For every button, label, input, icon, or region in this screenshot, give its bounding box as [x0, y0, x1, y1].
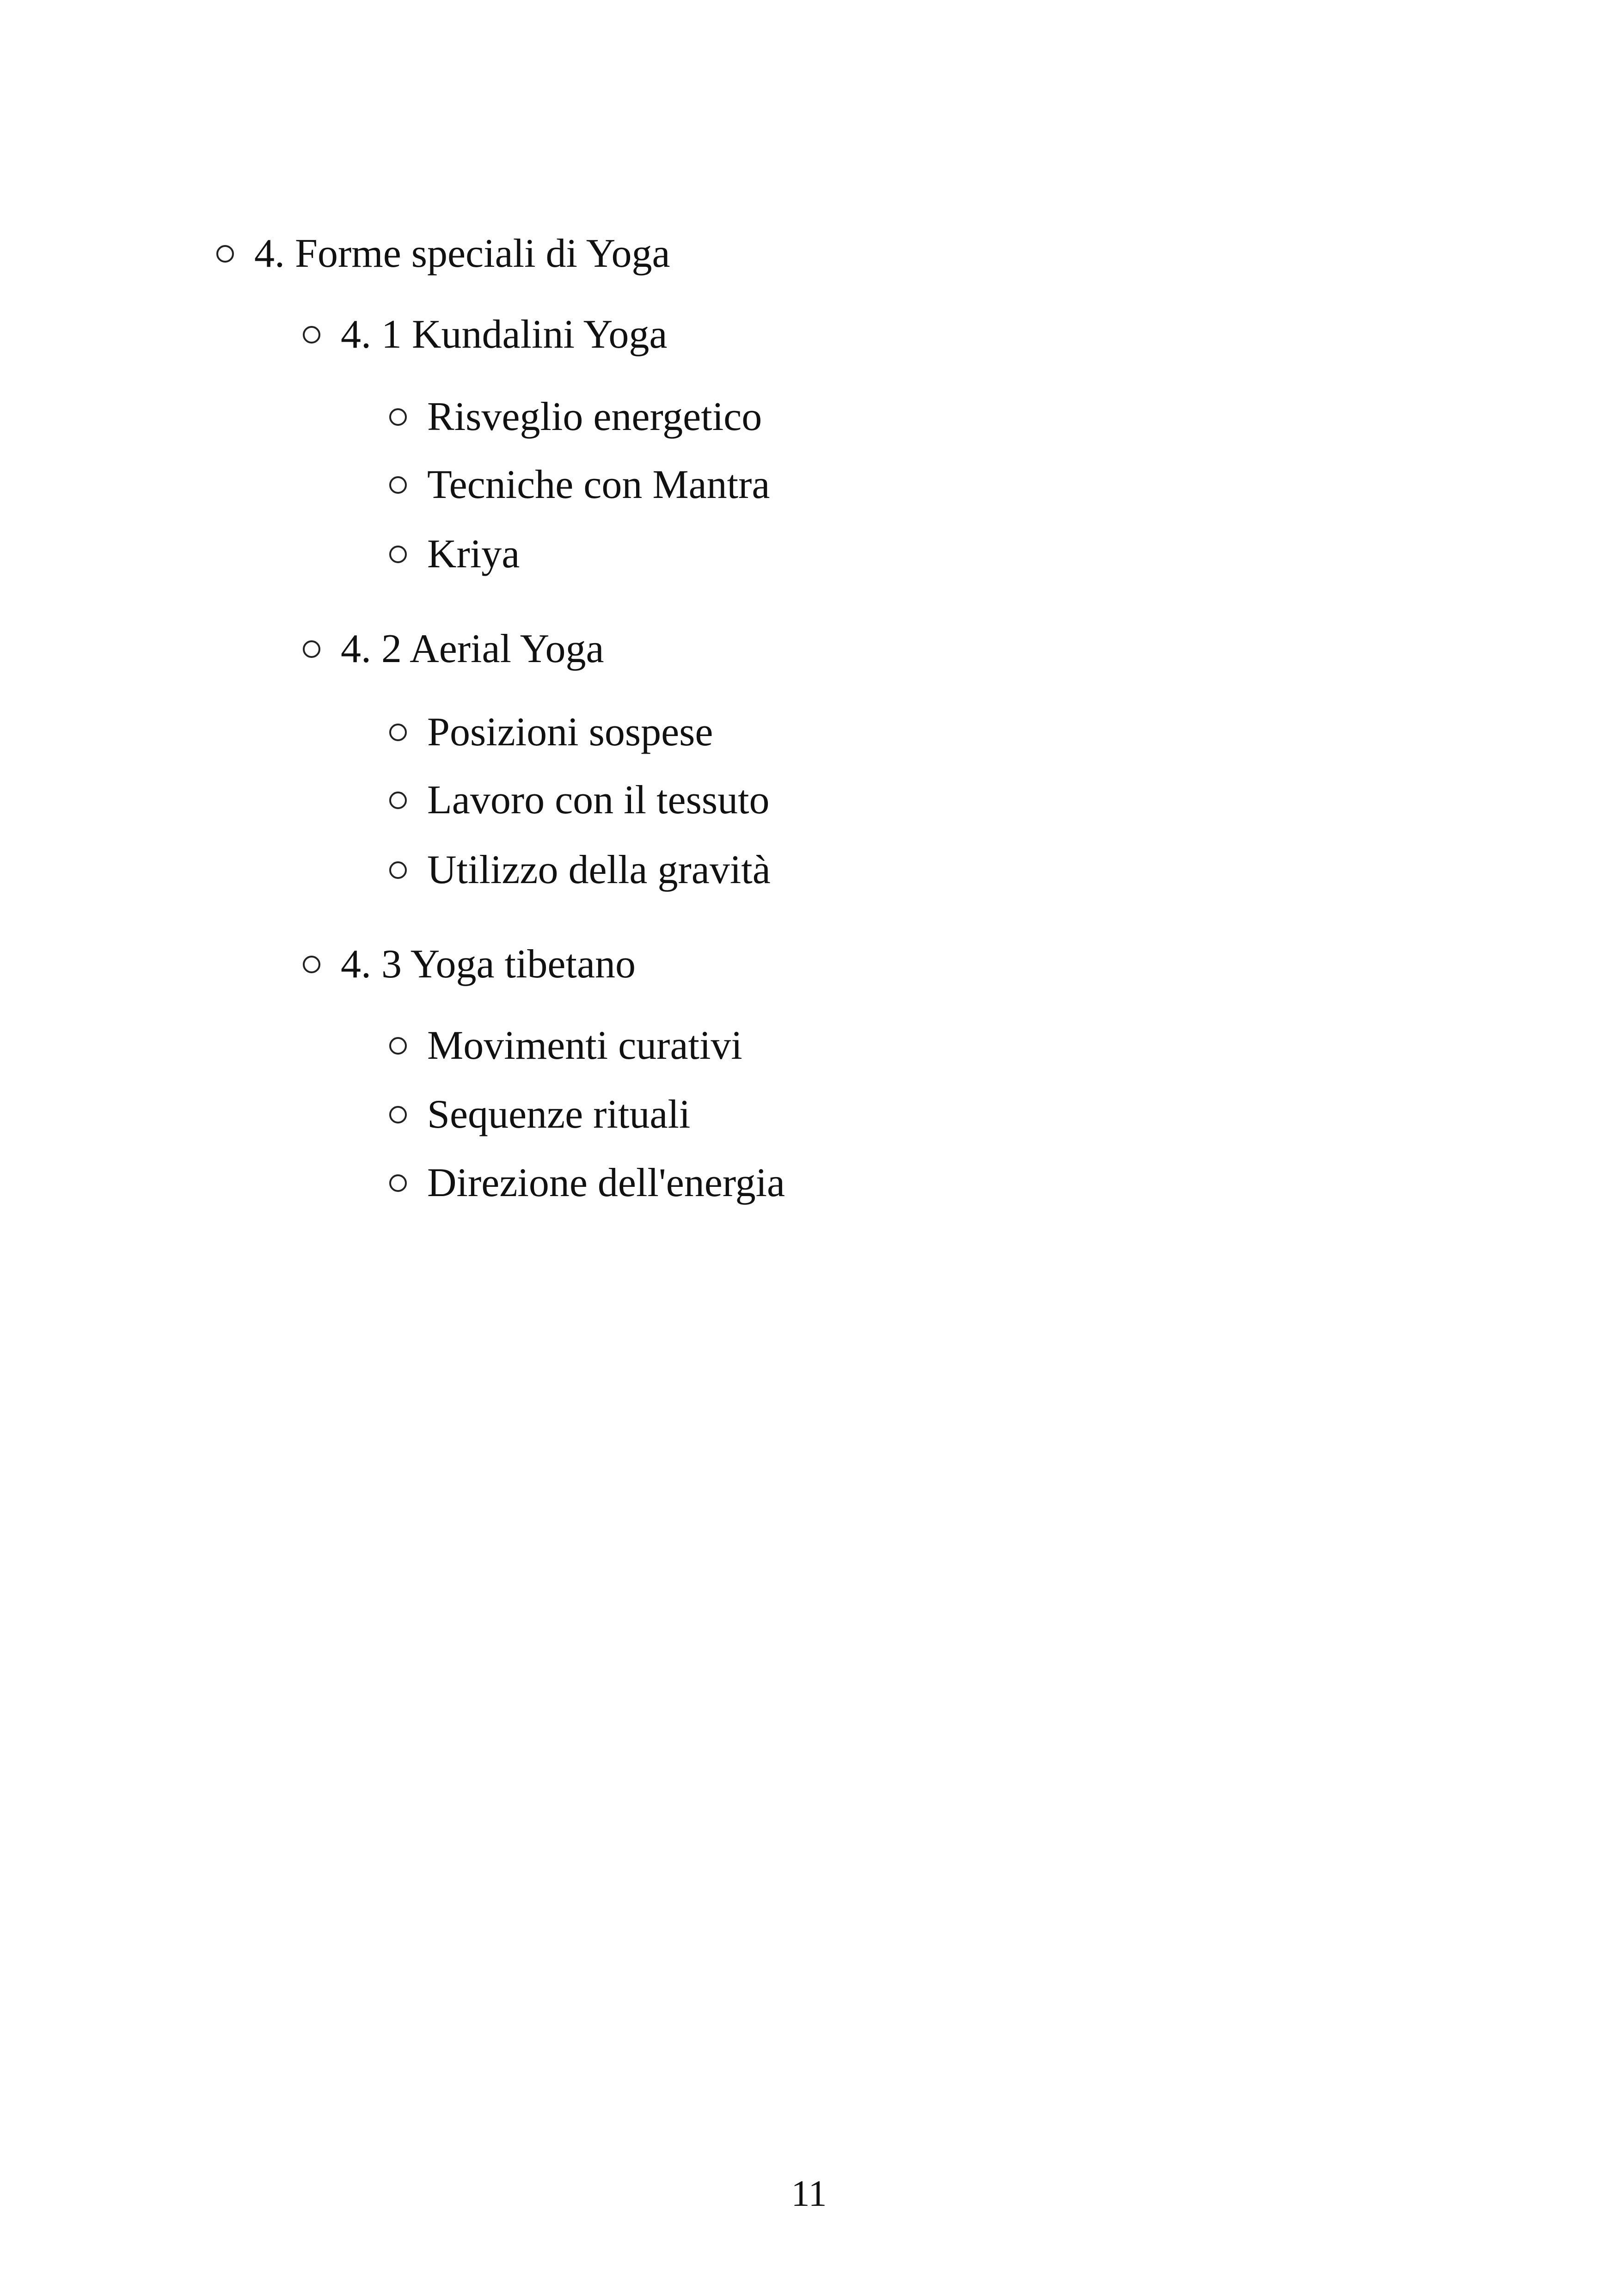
point-text: Kriya — [427, 532, 520, 577]
point-text: Sequenze rituali — [427, 1092, 691, 1137]
hollow-bullet-icon — [303, 640, 320, 658]
hollow-bullet-icon — [389, 1174, 407, 1192]
point-text: Tecniche con Mantra — [427, 462, 770, 507]
outline-item-subsection — [303, 626, 604, 671]
hollow-bullet-icon — [389, 792, 407, 809]
hollow-bullet-icon — [303, 326, 320, 344]
outline-item-point — [389, 780, 770, 821]
outline-item-section — [216, 233, 670, 274]
point-text: Utilizzo della gravità — [427, 847, 771, 892]
hollow-bullet-icon — [389, 1106, 407, 1123]
outline-item-point — [389, 1160, 785, 1205]
point-text: Direzione dell'energia — [427, 1160, 785, 1205]
hollow-bullet-icon — [389, 861, 407, 879]
outline-item-subsection — [303, 314, 668, 355]
hollow-bullet-icon — [389, 408, 407, 426]
outline-item-point — [389, 394, 762, 439]
hollow-bullet-icon — [389, 1037, 407, 1055]
point-text: Movimenti curativi — [427, 1023, 742, 1068]
outline-item-point — [389, 712, 713, 753]
outline-item-point — [389, 462, 770, 507]
outline-item-point — [389, 847, 771, 892]
outline-item-point — [389, 1094, 690, 1135]
page-number: 11 — [791, 2173, 827, 2214]
hollow-bullet-icon — [216, 245, 234, 263]
subsection-title: 4. 2 Aerial Yoga — [341, 626, 604, 671]
section-title: 4. Forme speciali di Yoga — [254, 231, 670, 276]
hollow-bullet-icon — [389, 546, 407, 563]
hollow-bullet-icon — [389, 476, 407, 494]
subsection-title: 4. 1 Kundalini Yoga — [341, 312, 668, 357]
subsection-title: 4. 3 Yoga tibetano — [341, 942, 636, 987]
outline-item-point — [389, 1025, 742, 1066]
outline-item-point — [389, 534, 520, 575]
point-text: Risveglio energetico — [427, 394, 762, 439]
hollow-bullet-icon — [389, 724, 407, 741]
hollow-bullet-icon — [303, 956, 320, 973]
point-text: Posizioni sospese — [427, 710, 713, 755]
outline-item-subsection — [303, 944, 636, 985]
point-text: Lavoro con il tessuto — [427, 778, 770, 823]
